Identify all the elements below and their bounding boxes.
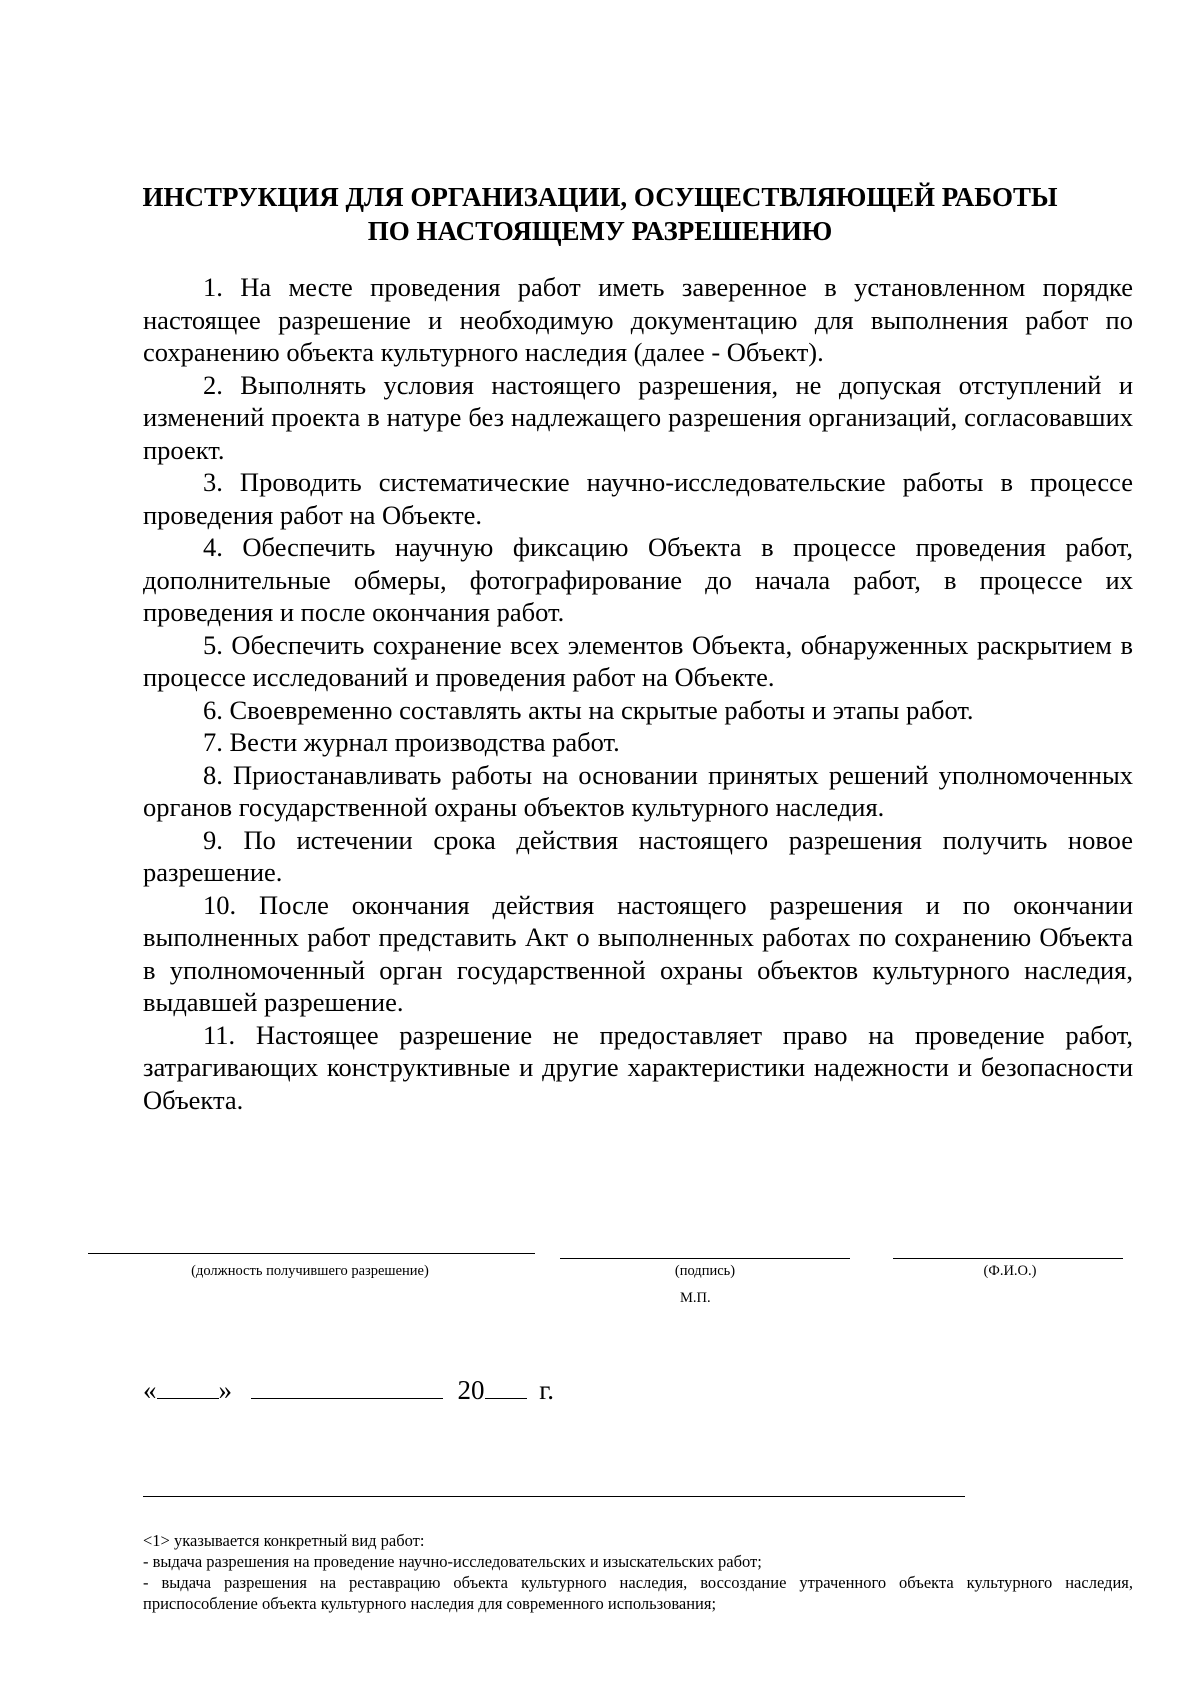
instruction-item-2: 2. Выполнять условия настоящего разрешения, не допуская отступлений и изменений проекта в натуре без надлежащего разрешения организаций, согласовавших проект. (143, 369, 1133, 465)
instruction-item-7: 7. Вести журнал производства работ. (203, 727, 620, 757)
footnote-line-3: - выдача разрешения на реставрацию объекта культурного наследия, воссоздание утраченного объекта культурного наследия, приспособление объекта культурного наследия для современного использования; (143, 1573, 1133, 1613)
position-signature-line (88, 1253, 535, 1254)
month-blank (251, 1372, 443, 1399)
name-caption: (Ф.И.О.) (983, 1263, 1037, 1279)
instruction-item-6: 6. Своевременно составлять акты на скрытые работы и этапы работ. (203, 694, 974, 725)
day-blank (157, 1372, 219, 1399)
position-caption: (должность получившего разрешение) (191, 1263, 429, 1279)
year-blank (485, 1372, 527, 1399)
name-signature-line (893, 1258, 1123, 1259)
date-open-quote: « (143, 1375, 157, 1405)
date-close-quote: » (218, 1375, 232, 1405)
year-suffix: г. (539, 1375, 555, 1405)
instruction-item-9: 9. По истечении срока действия настоящего разрешения получить новое разрешение. (143, 824, 1133, 887)
instruction-item-1: 1. На месте проведения работ иметь заверенное в установленном порядке настоящее разрешение и необходимую документацию для выполнения работ по сохранению объекта культурного наследия (далее - Объект). (143, 272, 1133, 367)
instruction-item-11: 11. Настоящее разрешение не предоставляет право на проведение работ, затрагивающих конструктивные и другие характеристики надежности и безопасности Объекта. (143, 1019, 1133, 1115)
signature-caption: (подпись) (674, 1263, 736, 1279)
instruction-item-3: 3. Проводить систематические научно-исследовательские работы в процессе проведения работ на Объекте. (143, 467, 1133, 530)
year-prefix: 20 (457, 1375, 485, 1405)
date-line (143, 1372, 554, 1407)
signature-line (560, 1258, 850, 1259)
footnote-separator (143, 1496, 965, 1497)
footnote-line-2: - выдача разрешения на проведение научно-исследовательских и изыскательских работ; (143, 1552, 762, 1571)
footnote-line-1: <1> указывается конкретный вид работ: (143, 1531, 425, 1550)
title-line-2: ПО НАСТОЯЩЕМУ РАЗРЕШЕНИЮ (367, 216, 833, 246)
instruction-item-10: 10. После окончания действия настоящего разрешения и по окончании выполненных работ представить Акт о выполненных работах по сохранению Объекта в уполномоченный орган государственной охраны объектов культурного наследия, выдавшей разрешение. (143, 889, 1133, 1017)
stamp-placeholder: М.П. (680, 1290, 711, 1306)
instruction-item-5: 5. Обеспечить сохранение всех элементов Объекта, обнаруженных раскрытием в процессе исследований и проведения работ на Объекте. (143, 629, 1133, 692)
instruction-list (143, 271, 1133, 1116)
footnotes (143, 1530, 1133, 1614)
document-title (100, 180, 1100, 248)
instruction-item-4: 4. Обеспечить научную фиксацию Объекта в процессе проведения работ, дополнительные обмеры, фотографирование до начала работ, в процессе их проведения и после окончания работ. (143, 532, 1133, 627)
title-line-1: ИНСТРУКЦИЯ ДЛЯ ОРГАНИЗАЦИИ, ОСУЩЕСТВЛЯЮЩЕЙ РАБОТЫ (142, 182, 1058, 212)
instruction-item-8: 8. Приостанавливать работы на основании принятых решений уполномоченных органов государственной охраны объектов культурного наследия. (143, 759, 1133, 822)
